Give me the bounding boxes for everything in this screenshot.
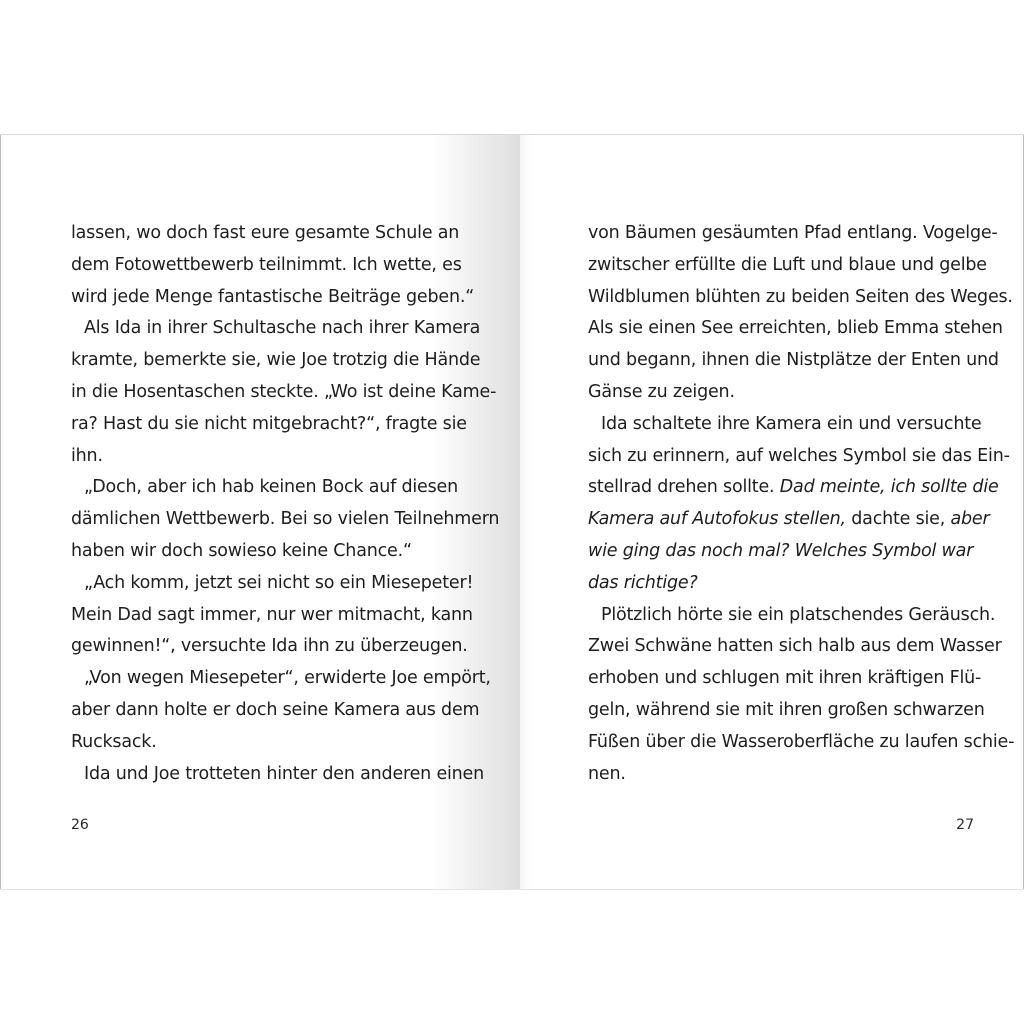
italic-text: das richtige?: [588, 572, 698, 593]
text-segment: erhoben und schlugen mit ihren kräftigen Flü-: [588, 668, 982, 689]
text-line: haben wir doch sowieso keine Chance.“: [71, 540, 412, 561]
text-line: [588, 631, 1002, 663]
text-line: [588, 536, 988, 568]
text-line: [588, 409, 988, 441]
left-page: [0, 135, 520, 889]
text-line: [588, 568, 988, 600]
italic-text: Kamera auf Autofokus stellen,: [588, 509, 846, 530]
text-segment: dachte sie,: [845, 509, 951, 530]
text-line: „Von wegen Miesepeter“, erwiderte Joe empört,: [84, 668, 491, 689]
text-line: „Ach komm, jetzt sei nicht so ein Miesepeter!: [84, 572, 474, 593]
text-line: [588, 663, 988, 695]
text-segment: von Bäumen gesäumten Pfad entlang. Vogelge-: [588, 223, 998, 243]
text-line: gewinnen!“, versuchte Ida ihn zu überzeugen.: [71, 636, 468, 657]
text-line: [588, 727, 1015, 759]
left-page-text: [71, 218, 500, 790]
text-segment: Ida schaltete ihre Kamera ein und versuchte: [601, 413, 982, 434]
text-line: [588, 504, 988, 536]
text-segment: Gänse zu zeigen.: [588, 381, 735, 402]
text-line: aber dann holte er doch seine Kamera aus dem: [71, 699, 480, 720]
right-page-text: [588, 218, 1015, 790]
text-segment: Wildblumen blühten zu beiden Seiten des Weges.: [588, 286, 1013, 307]
text-line: [588, 313, 1003, 345]
italic-text: aber: [950, 509, 990, 530]
text-line: ihn.: [71, 445, 103, 466]
text-segment: Plötzlich hörte sie ein platschendes Geräusch.: [601, 604, 996, 625]
text-line: dem Fotowettbewerb teilnimmt. Ich wette, es: [71, 254, 462, 275]
text-line: [588, 250, 988, 282]
text-line: dämlichen Wettbewerb. Bei so vielen Teilnehmern: [71, 509, 500, 530]
text-segment: Als sie einen See erreichten, blieb Emma stehen: [588, 318, 1003, 339]
text-line: [588, 695, 988, 727]
text-segment: sich zu erinnern, auf welches Symbol sie das Ein-: [588, 445, 1010, 466]
text-segment: und begann, ihnen die Nistplätze der Enten und: [588, 350, 999, 371]
italic-text: Dad meinte, ich sollte die: [779, 477, 999, 498]
text-segment: Zwei Schwäne hatten sich halb aus dem Wasser: [588, 636, 1002, 657]
text-line: kramte, bemerkte sie, wie Joe trotzig die Hände: [71, 350, 481, 371]
text-line: wird jede Menge fantastische Beiträge geben.“: [71, 286, 475, 307]
text-line: [588, 441, 1010, 473]
right-page: [520, 135, 1024, 889]
text-line: [588, 218, 998, 250]
text-line: [588, 282, 1013, 314]
text-line: ra? Hast du sie nicht mitgebracht?“, fragte sie: [71, 413, 467, 434]
text-line: [588, 472, 999, 504]
text-line: [588, 600, 996, 632]
text-segment: Füßen über die Wasseroberfläche zu laufen schie-: [588, 731, 1015, 752]
text-segment: geln, während sie mit ihren großen schwarzen: [588, 699, 985, 720]
text-line: [588, 759, 988, 791]
text-line: Mein Dad sagt immer, nur wer mitmacht, kann: [71, 604, 473, 625]
text-line: in die Hosentaschen steckte. „Wo ist deine Kame-: [71, 381, 497, 402]
text-line: „Doch, aber ich hab keinen Bock auf diesen: [84, 477, 458, 498]
text-segment: nen.: [588, 763, 626, 784]
page-number-left: 26: [71, 817, 89, 833]
book-spread: [0, 134, 1024, 890]
text-segment: stellrad drehen sollte.: [588, 477, 780, 498]
page-number-right: 27: [956, 817, 974, 833]
text-segment: zwitscher erfüllte die Luft und blaue und gelbe: [588, 254, 987, 275]
text-line: lassen, wo doch fast eure gesamte Schule an: [71, 223, 460, 243]
text-line: [588, 377, 988, 409]
text-line: Als Ida in ihrer Schultasche nach ihrer Kamera: [84, 318, 481, 339]
text-line: Ida und Joe trotteten hinter den anderen einen: [84, 763, 485, 784]
text-line: [588, 345, 999, 377]
italic-text: wie ging das noch mal? Welches Symbol war: [588, 540, 974, 561]
text-line: Rucksack.: [71, 731, 157, 752]
